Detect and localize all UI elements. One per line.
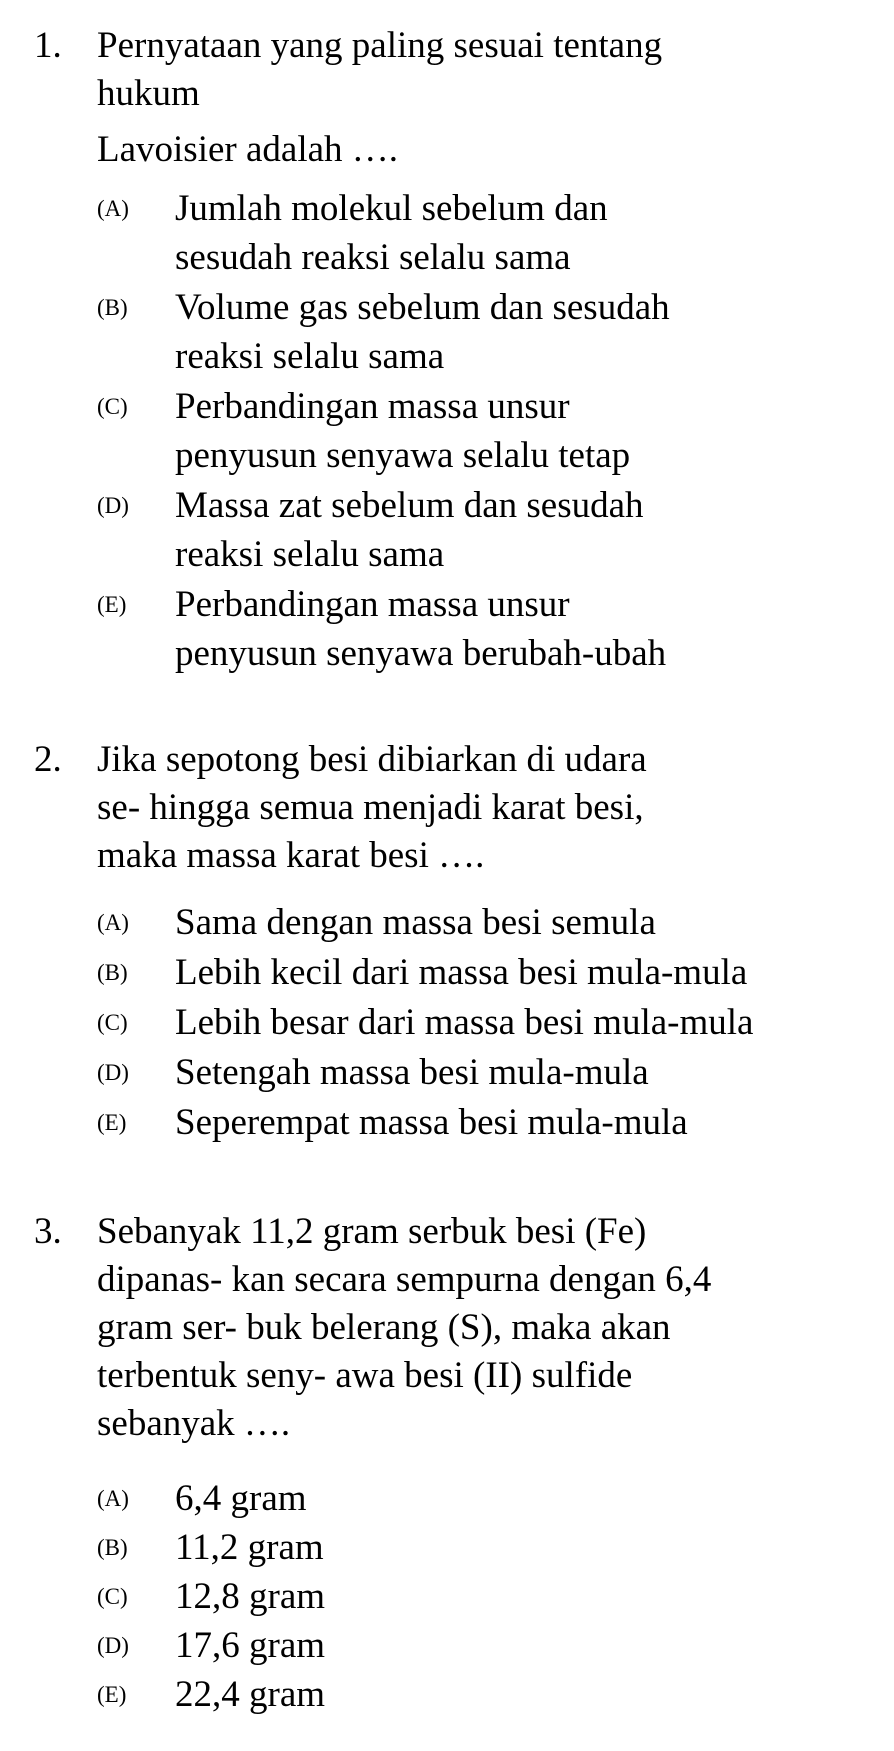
option-line: 22,4 gram <box>175 1674 326 1715</box>
option-line: Perbandingan massa unsur <box>175 584 570 625</box>
option-line: Perbandingan massa unsur <box>175 386 570 427</box>
question-stem <box>97 1208 877 1448</box>
option-letter: (E) <box>97 592 127 617</box>
option-text <box>175 1572 325 1621</box>
option-line: Volume gas sebelum dan sesudah <box>175 287 670 328</box>
option-letter: (C) <box>97 1584 128 1609</box>
stem-line: hukum <box>97 73 200 114</box>
option-letter: (D) <box>97 493 129 518</box>
option-line: Setengah massa besi mula-mula <box>175 1052 649 1093</box>
stem-line: terbentuk seny- awa besi (II) sulfide <box>97 1355 633 1396</box>
option-line: penyusun senyawa berubah-ubah <box>175 633 667 674</box>
option-text <box>175 1621 325 1670</box>
stem-line: maka massa karat besi …. <box>97 835 485 876</box>
option-letter: (D) <box>97 1060 129 1085</box>
stem-line: Jika sepotong besi dibiarkan di udara <box>97 739 647 780</box>
option-line: Jumlah molekul sebelum dan <box>175 188 608 229</box>
option-text <box>175 283 670 381</box>
question-stem <box>97 22 877 174</box>
option-line: Sama dengan massa besi semula <box>175 902 656 943</box>
option-line: reaksi selalu sama <box>175 336 445 377</box>
option-text <box>175 580 666 678</box>
stem-line: se- hingga semua menjadi karat besi, <box>97 787 644 828</box>
option-letter: (A) <box>97 196 129 221</box>
option-line: 6,4 gram <box>175 1478 307 1519</box>
question-stem <box>97 736 877 880</box>
option-letter: (B) <box>97 295 128 320</box>
stem-line: Lavoisier adalah …. <box>97 129 399 170</box>
option-text <box>175 481 644 579</box>
question-number: 3. <box>34 1211 62 1252</box>
option-text <box>175 1098 688 1147</box>
option-line: Lebih besar dari massa besi mula-mula <box>175 1002 754 1043</box>
option-text <box>175 898 656 947</box>
option-line: Lebih kecil dari massa besi mula-mula <box>175 952 748 993</box>
option-line: Massa zat sebelum dan sesudah <box>175 485 644 526</box>
option-text <box>175 998 753 1047</box>
option-text <box>175 1474 307 1523</box>
option-letter: (A) <box>97 910 129 935</box>
option-letter: (D) <box>97 1633 129 1658</box>
option-line: reaksi selalu sama <box>175 534 445 575</box>
stem-line: gram ser- buk belerang (S), maka akan <box>97 1307 671 1348</box>
option-text <box>175 948 747 997</box>
option-line: penyusun senyawa selalu tetap <box>175 435 631 476</box>
option-line: Seperempat massa besi mula-mula <box>175 1102 688 1143</box>
option-letter: (C) <box>97 1010 128 1035</box>
option-line: sesudah reaksi selalu sama <box>175 237 571 278</box>
question-number: 2. <box>34 739 62 780</box>
option-letter: (C) <box>97 394 128 419</box>
option-line: 11,2 gram <box>175 1527 324 1568</box>
option-text <box>175 184 608 282</box>
question-number: 1. <box>34 25 62 66</box>
option-letter: (B) <box>97 960 128 985</box>
option-letter: (E) <box>97 1682 127 1707</box>
option-text <box>175 382 630 480</box>
stem-line: Pernyataan yang paling sesuai tentang <box>97 25 663 66</box>
option-text <box>175 1048 649 1097</box>
option-line: 17,6 gram <box>175 1625 326 1666</box>
option-text <box>175 1523 324 1572</box>
stem-line: sebanyak …. <box>97 1403 291 1444</box>
option-text <box>175 1670 325 1719</box>
option-letter: (B) <box>97 1535 128 1560</box>
stem-line: dipanas- kan secara sempurna dengan 6,4 <box>97 1259 712 1300</box>
option-letter: (A) <box>97 1486 129 1511</box>
option-line: 12,8 gram <box>175 1576 326 1617</box>
stem-line: Sebanyak 11,2 gram serbuk besi (Fe) <box>97 1211 647 1252</box>
option-letter: (E) <box>97 1110 127 1135</box>
